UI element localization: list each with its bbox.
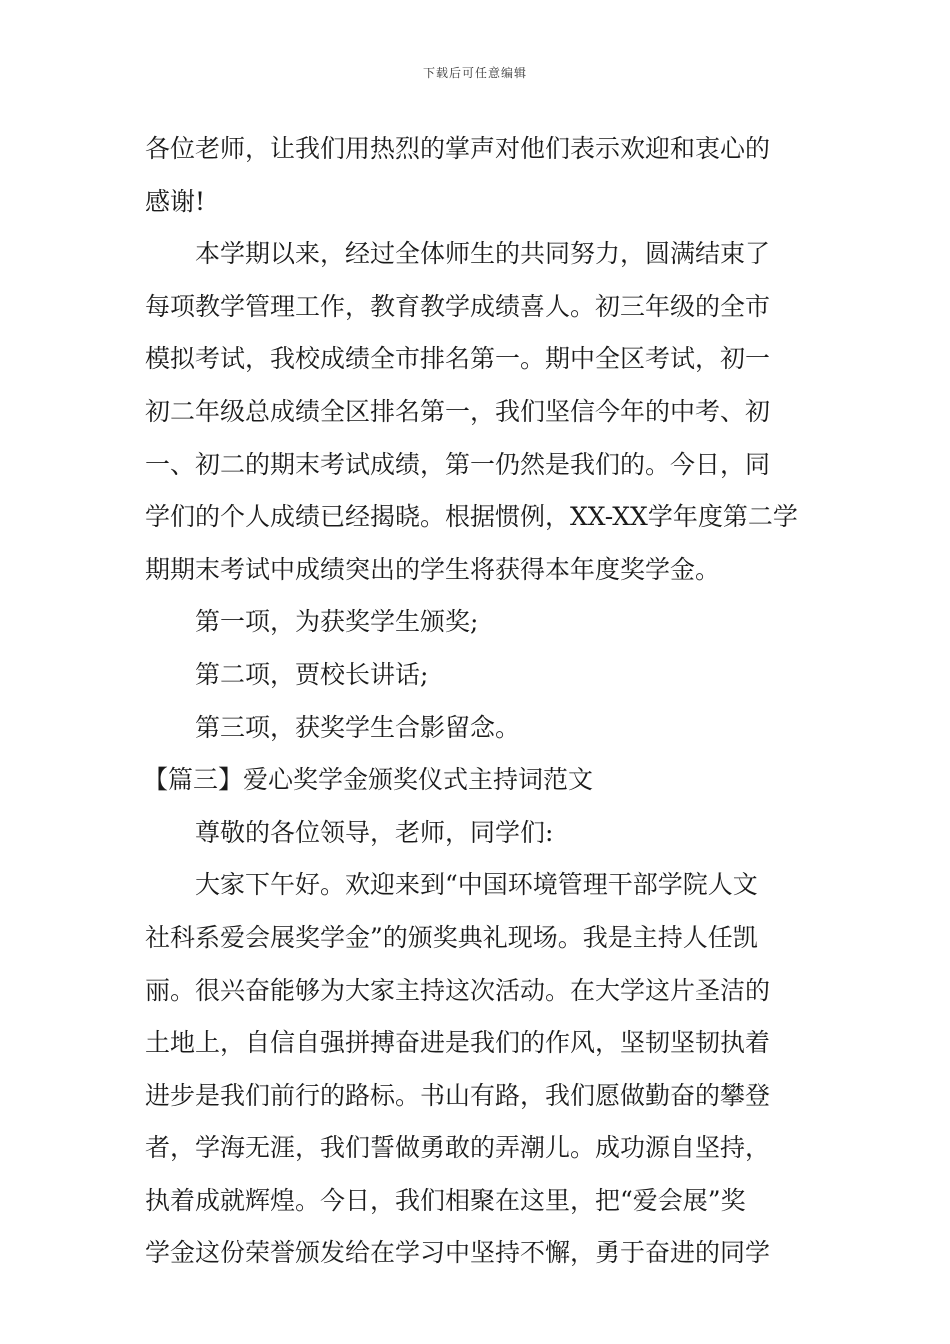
text-line: 各位老师，让我们用热烈的掌声对他们表示欢迎和衷心的 <box>145 134 771 163</box>
text-line: 者，学海无涯，我们誓做勇敢的弄潮儿。成功源自坚持， <box>145 1133 771 1163</box>
text-line: 期期末考试中成绩突出的学生将获得本年度奖学金。 <box>145 554 721 584</box>
text-line: 大家下午好。欢迎来到“中国环境管理干部学院人文 <box>195 870 758 900</box>
text-line: 丽。很兴奋能够为大家主持这次活动。在大学这片圣洁的 <box>145 975 771 1005</box>
text-line: 感谢! <box>145 186 206 216</box>
salutation: 尊敬的各位领导，老师，同学们: <box>195 817 554 847</box>
text-line: 学们的个人成绩已经揭晓。根据惯例，XX-XX学年度第二学 <box>145 502 798 532</box>
text-line: 执着成就辉煌。今日，我们相聚在这里，把“爱会展”奖 <box>145 1185 746 1215</box>
agenda-item: 第一项，为获奖学生颁奖; <box>195 607 479 637</box>
text-line: 初二年级总成绩全区排名第一，我们坚信今年的中考、初 <box>145 396 771 426</box>
text-line: 本学期以来，经过全体师生的共同努力，圆满结束了 <box>195 239 771 269</box>
text-line: 土地上，自信自强拼搏奋进是我们的作风，坚韧坚韧执着 <box>145 1028 771 1058</box>
agenda-item: 第二项，贾校长讲话; <box>195 659 429 689</box>
text-line: 学金这份荣誉颁发给在学习中坚持不懈，勇于奋进的同学 <box>145 1238 771 1268</box>
text-line: 进步是我们前行的路标。书山有路，我们愿做勤奋的攀登 <box>145 1080 771 1110</box>
text-line: 模拟考试，我校成绩全市排名第一。期中全区考试，初一 <box>145 344 771 374</box>
text-line: 每项教学管理工作，教育教学成绩喜人。初三年级的全市 <box>145 291 771 321</box>
text-line: 一、初二的期末考试成绩，第一仍然是我们的。今日，同 <box>145 449 771 479</box>
section-heading: 【篇三】爱心奖学金颁奖仪式主持词范文 <box>143 765 594 795</box>
page-header-note: 下载后可任意编辑 <box>422 66 527 80</box>
text-line: 社科系爱会展奖学金”的颁奖典礼现场。我是主持人任凯 <box>145 922 758 952</box>
document-body <box>145 123 810 1280</box>
agenda-item: 第三项，获奖学生合影留念。 <box>195 712 521 742</box>
